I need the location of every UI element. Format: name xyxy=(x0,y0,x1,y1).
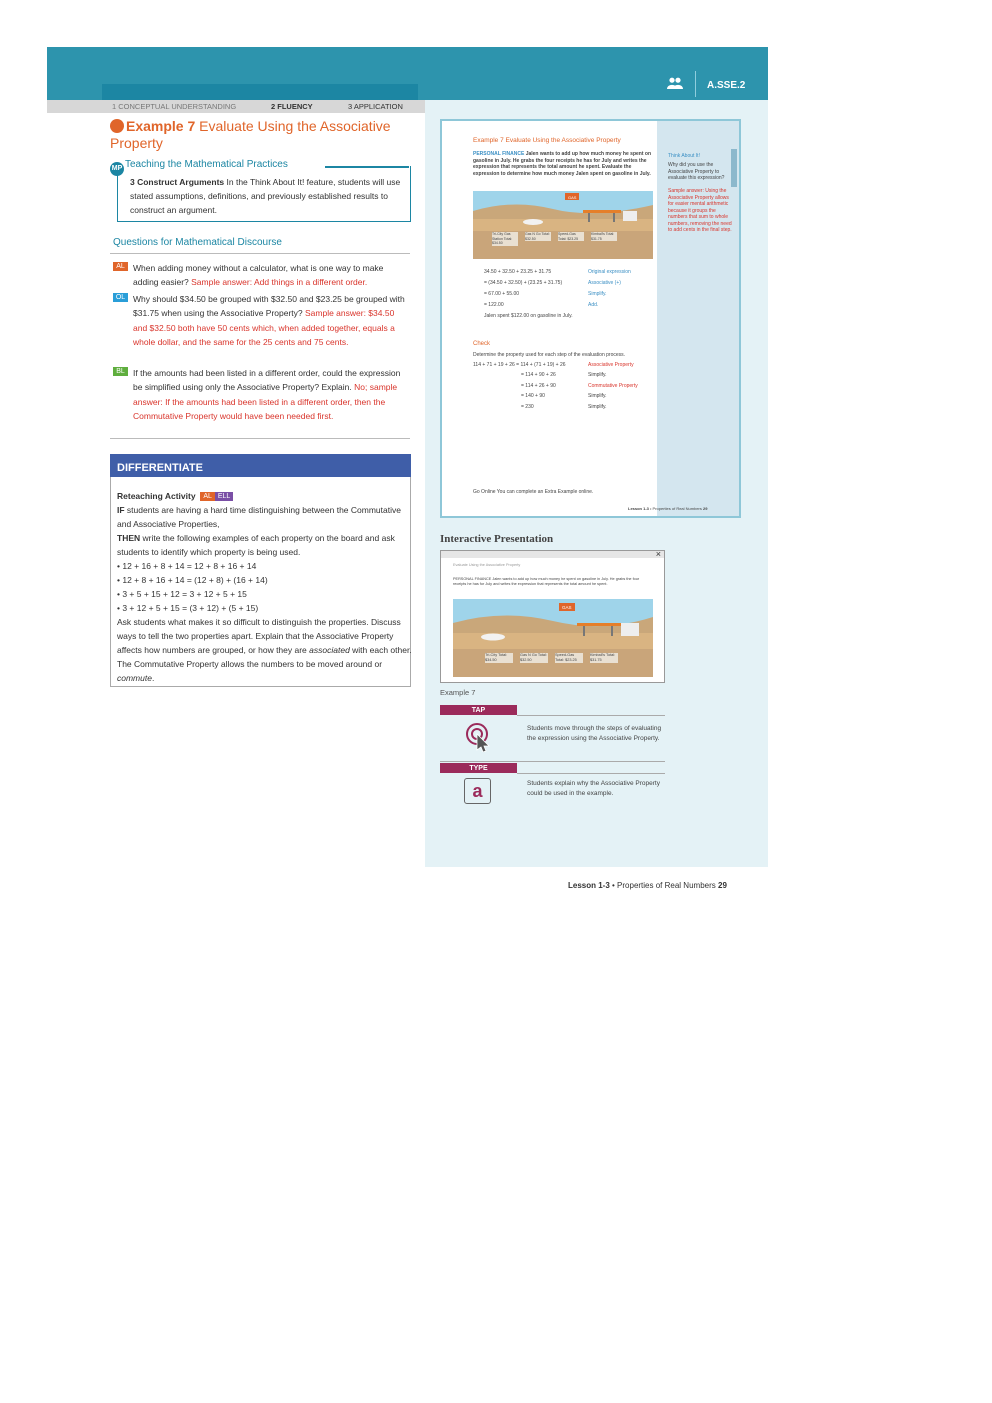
check-reason: Simplify. xyxy=(588,372,607,378)
check-expr: = 114 + 90 + 26 xyxy=(521,372,556,378)
gas-sign: GAS xyxy=(568,195,577,200)
discourse-bottom-rule xyxy=(110,438,410,439)
check-expr: = 140 + 90 xyxy=(521,393,545,399)
thumb-title: Example 7 Evaluate Using the Associative Property xyxy=(473,137,621,144)
example-title: Example 7 Evaluate Using the Associative Property xyxy=(110,118,391,151)
close-icon[interactable]: × xyxy=(655,549,661,559)
discourse-question-bl: BL If the amounts had been listed in a different order, could the expression be simplified using only the Associative Property? Explain. No; sample answer: If the amounts had been listed in a different order, then the Commutative Property would have been needed first. xyxy=(113,366,409,423)
differentiate-heading: DIFFERENTIATE xyxy=(110,454,411,477)
tap-bottom-rule xyxy=(440,761,665,762)
check-expr: = 114 + 26 + 90 xyxy=(521,383,556,389)
check-reason: Associative Property xyxy=(588,362,634,368)
interactive-presentation-screen[interactable] xyxy=(440,550,665,683)
type-rule xyxy=(517,773,665,774)
level-badge-bl: BL xyxy=(113,367,128,376)
tap-label: TAP xyxy=(440,705,517,715)
screen-receipt-3: Speed-Gas Total: $23.25 xyxy=(555,653,583,663)
type-label: TYPE xyxy=(440,763,517,773)
step-reason: Simplify. xyxy=(588,291,607,297)
differentiate-body: Reteaching Activity AL ELL IF students are having a hard time distinguishing between the Commutative and Associative Properties, THEN write the following examples of each property on the board and ask students to identify which property is being used. • 12 + 16 + 8 + 14 = 12 + 8 + 16 + 14 • 12 + 8 + 16 + 14 = (12 + 8) + (16 + 14) • 3 + 5 + 15 + 12 = 3 + 12 + 5 + 15 • 3 + 12 + 5 + 15 = (3 + 12) + (5 + 15) Ask students what makes it so difficult to distinguish the properties. Discuss ways to tell the two properties apart. Explain that the Associative Property affects how numbers are grouped, or how they are associated with each other. The Commutative Property allows the numbers to be moved around or commute. xyxy=(117,489,417,685)
tap-icon xyxy=(465,722,493,752)
type-icon: a xyxy=(464,778,491,804)
receipt-2: Gas N Go Total: $32.50 xyxy=(525,232,550,241)
discourse-heading: Questions for Mathematical Discourse xyxy=(113,237,282,248)
think-about-it-label: Think About It! xyxy=(668,153,700,159)
interactive-presentation-heading: Interactive Presentation xyxy=(440,533,554,545)
tab-fluency: 2 FLUENCY xyxy=(271,102,313,111)
go-online-note: Go Online You can complete an Extra Example online. xyxy=(473,489,594,495)
receipt-4: Kimball's Total: $31.75 xyxy=(591,232,617,241)
example-line: • 3 + 5 + 15 + 12 = 3 + 12 + 5 + 15 xyxy=(117,589,247,599)
screen-top-strip xyxy=(441,551,664,558)
check-label: Check xyxy=(473,341,491,347)
tap-rule xyxy=(517,715,665,716)
screen-gas-sign: GAS xyxy=(562,605,572,610)
tap-description: Students move through the steps of evaluating the expression using the Associative Property. xyxy=(527,725,662,742)
check-reason: Simplify. xyxy=(588,404,607,410)
example-line: • 12 + 16 + 8 + 14 = 12 + 8 + 16 + 14 xyxy=(117,561,257,571)
thumb-footer: Lesson 1-3 • Properties of Real Numbers 29 xyxy=(628,506,708,511)
receipt-1: Tri-City Gas Station Total: $34.50 xyxy=(492,232,518,246)
gas-station-illustration xyxy=(473,191,653,259)
tab-application: 3 APPLICATION xyxy=(348,102,403,111)
check-intro: Determine the property used for each step of the evaluation process. xyxy=(473,352,626,358)
tag-ell: ELL xyxy=(215,492,233,501)
screen-title: Evaluate Using the Associative Property xyxy=(453,563,521,567)
standard-code: A.SSE.2 xyxy=(707,80,746,91)
student-page-thumbnail xyxy=(440,119,741,518)
step-expr: = 122.00 xyxy=(484,302,504,308)
step-reason: Associative (+) xyxy=(588,280,621,286)
screen-text: PERSONAL FINANCE Jalen wants to add up how much money he spent on gasoline in July. He grabs the four receipts he has for July and writes the expression that represents the total amount he spent. xyxy=(453,577,640,586)
type-description: Students explain why the Associative Property could be used in the example. xyxy=(527,780,660,797)
page-footer: Lesson 1-3 • Properties of Real Numbers 29 xyxy=(568,881,727,890)
check-reason: Commutative Property xyxy=(588,383,638,389)
step-expr: = (34.50 + 32.50) + (23.25 + 31.75) xyxy=(484,280,563,286)
example-globe-icon xyxy=(110,119,124,133)
level-badge-al: AL xyxy=(113,262,128,271)
step-result: Jalen spent $122.00 on gasoline in July. xyxy=(484,313,573,319)
example-line: • 12 + 8 + 16 + 14 = (12 + 8) + (16 + 14) xyxy=(117,575,268,585)
tab-conceptual-understanding: 1 CONCEPTUAL UNDERSTANDING xyxy=(112,102,237,111)
screen-receipt-4: Kimball's Total: $31.75 xyxy=(590,653,618,663)
discourse-top-rule xyxy=(110,253,410,254)
practice-tab-bar xyxy=(47,100,425,113)
think-about-it-answer: Sample answer: Using the Associative Property allows for easier mental arithmetic because it groups the numbers that sum to whole numbers, removing the need to add cents in the final step. xyxy=(668,188,732,233)
thumb-intro: PERSONAL FINANCE Jalen wants to add up how much money he spent on gasoline in July. He grabs the four receipts he has for July and writes the expression that represents the total amount he spent. Evaluate the expression to determine how much money Jalen spent on gasoline in July. xyxy=(473,151,651,177)
interactive-caption: Example 7 xyxy=(440,688,476,697)
mp-badge: MP xyxy=(110,162,124,176)
think-about-it-question: Why did you use the Associative Property to evaluate this expression? xyxy=(668,162,725,181)
check-expr: 114 + 71 + 19 + 26 = 114 + (71 + 19) + 26 xyxy=(473,362,566,368)
math-practices-heading: MP Teaching the Mathematical Practices xyxy=(110,159,288,176)
check-reason: Simplify. xyxy=(588,393,607,399)
step-expr: 34.50 + 32.50 + 23.25 + 31.75 xyxy=(484,269,552,275)
level-badge-ol: OL xyxy=(113,293,128,302)
discourse-question-al: AL When adding money without a calculator, what is one way to make adding easier? Sample answer: Add things in a different order. xyxy=(113,261,409,290)
header-separator xyxy=(695,71,696,97)
example-line: • 3 + 12 + 5 + 15 = (3 + 12) + (5 + 15) xyxy=(117,603,259,613)
step-expr: = 67.00 + 55.00 xyxy=(484,291,520,297)
tag-al: AL xyxy=(200,492,215,501)
screen-receipt-2: Gas N Go Total: $32.50 xyxy=(520,653,547,662)
group-icon xyxy=(667,77,683,89)
screen-gas-illustration xyxy=(453,599,653,677)
discourse-question-ol: OL Why should $34.50 be grouped with $32.50 and $23.25 be grouped with $31.75 when using the Associative Property? Sample answer: $34.50 and $32.50 both have 50 cents which, when added together, equals a whole dollar, and the same for the 25 cents and 75 cents. xyxy=(113,292,409,349)
step-reason: Add. xyxy=(588,302,599,308)
math-practices-body: 3 Construct Arguments In the Think About It! feature, students will use stated assumptions, definitions, and previously established results to construct an argument. xyxy=(130,177,401,215)
step-reason: Original expression xyxy=(588,269,631,275)
reteaching-label: Reteaching Activity xyxy=(117,491,196,501)
tab-accent xyxy=(102,84,418,100)
receipt-3: Speed-Gas Total: $23.25 xyxy=(558,232,584,241)
screen-receipt-1: Tri-City Total: $34.50 xyxy=(485,653,513,663)
check-expr: = 230 xyxy=(521,404,534,410)
